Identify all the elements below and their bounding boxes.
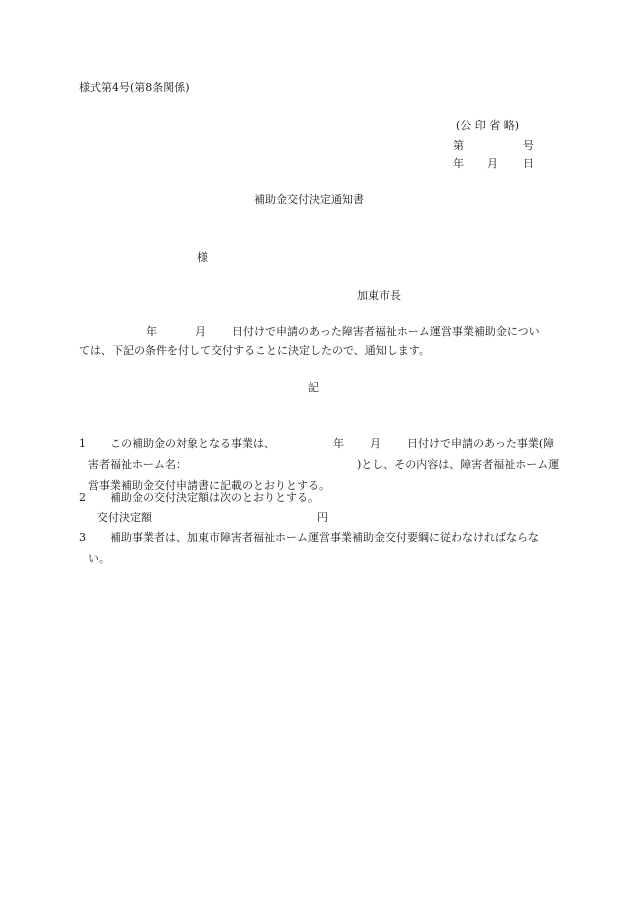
item-1-text-c: )とし、その内容は、障害者福祉ホーム運営事業補助金交付申請書に記載のとおりとする。 — [88, 458, 560, 492]
issuer-name: 加東市長 — [357, 289, 401, 302]
intro-text-1: 日付けで申請のあった障害者福祉ホーム運営事業補助金につい — [232, 325, 540, 338]
item-3-text: 補助事業者は、加東市障害者福祉ホーム運営事業補助金交付要綱に従わなければならない。 — [88, 531, 539, 565]
date-year: 年 — [453, 157, 464, 170]
ki-heading: 記 — [308, 381, 319, 394]
intro-line-2: ては、下記の条件を付して交付することに決定したので、通知します。 — [79, 344, 430, 357]
condition-item-1 — [79, 433, 560, 496]
form-number: 様式第4号(第8条関係) — [79, 81, 190, 94]
item-2-text: 補助金の交付決定額は次のとおりとする。 — [110, 491, 319, 504]
grant-amount-line — [97, 510, 328, 525]
condition-item-2 — [79, 490, 319, 505]
seal-omitted-note: (公 印 省 略) — [456, 119, 520, 132]
intro-line-1 — [146, 324, 540, 339]
doc-number-go: 号 — [523, 139, 534, 152]
item-3-number: 3 — [79, 531, 86, 544]
item-1-year: 年 — [333, 437, 344, 450]
addressee-suffix: 様 — [197, 251, 208, 264]
intro-month: 月 — [195, 325, 206, 338]
item-1-text-b: 日付けで申請のあった事業(障害者福祉ホーム名： — [88, 437, 555, 471]
item-2-number: 2 — [79, 491, 86, 504]
doc-number-dai: 第 — [453, 139, 464, 152]
item-1-month: 月 — [370, 437, 381, 450]
date-day: 日 — [523, 157, 534, 170]
document-title: 補助金交付決定通知書 — [254, 193, 364, 206]
intro-year: 年 — [146, 325, 157, 338]
item-1-text-a: この補助金の対象となる事業は、 — [110, 437, 275, 450]
grant-amount-yen: 円 — [317, 511, 328, 524]
grant-amount-label: 交付決定額 — [97, 511, 152, 524]
date-month: 月 — [487, 157, 498, 170]
condition-item-3 — [79, 527, 560, 569]
item-1-number: 1 — [79, 437, 86, 450]
